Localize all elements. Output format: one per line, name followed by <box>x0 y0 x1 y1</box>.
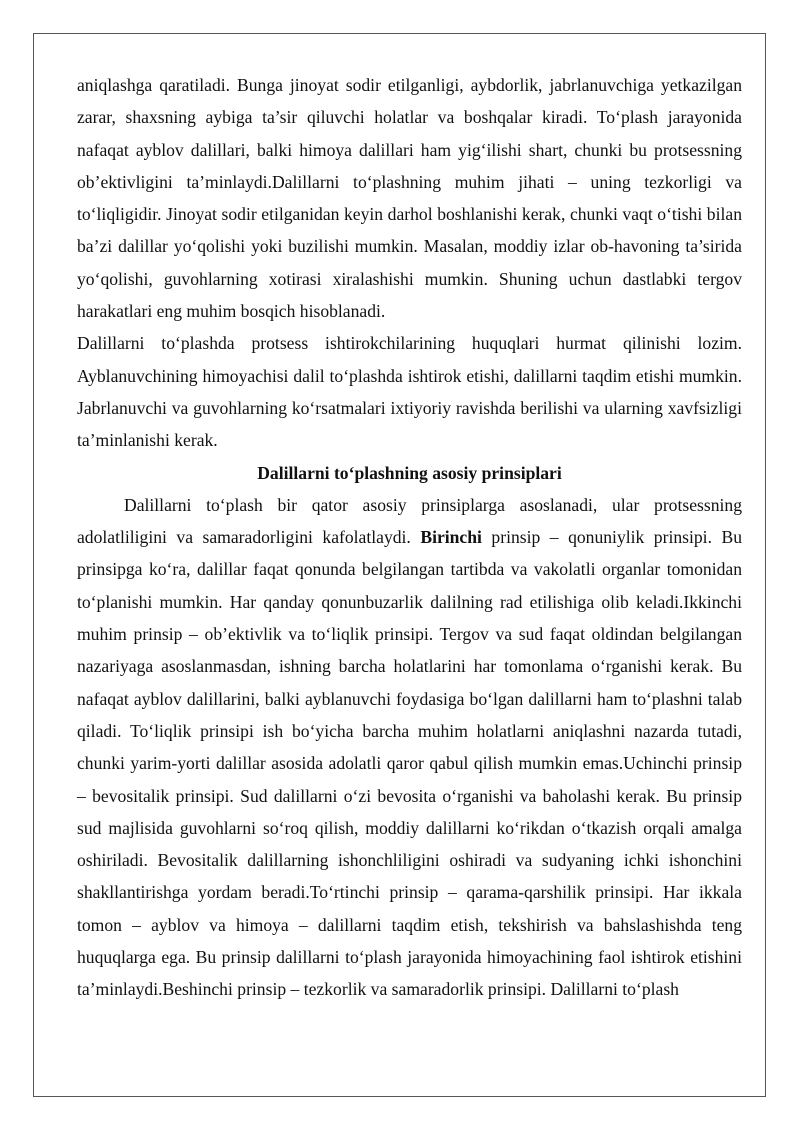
principles-intro-text: Dalillarni to‘plash bir qator asosiy prinsiplarga asoslanadi, ular protsessning adolatliligini va samaradorligini kafolatlaydi. <box>77 494 742 548</box>
paragraph-collection-process: aniqlashga qaratiladi. Bunga jinoyat sodir etilganligi, aybdorlik, jabrlanuvchiga yetkazilgan zarar, shaxsning aybiga ta’sir qiluvchi holatlar va boshqalar kiradi. To‘plash jarayonida nafaqat ayblov dalillari, balki himoya dalillari ham yig‘ilishi shart, chunki bu protsessning ob’ektivligini ta’minlaydi.Dalillarni to‘plashning muhim jihati – uning tezkorligi va to‘liqligidir. Jinoyat sodir etilganidan keyin darhol boshlanishi kerak, chunki vaqt o‘tishi bilan ba’zi dalillar yo‘qolishi yoki buzilishi mumkin. Masalan, moddiy izlar ob-havoning ta’sirida yo‘qolishi, guvohlarning xotirasi xiralashishi mumkin. Shuning uchun dastlabki tergov harakatlari eng muhim bosqich hisoblanadi. <box>77 75 742 322</box>
bold-term-first: Birinchi <box>420 527 482 548</box>
principles-body-text: prinsip – qonuniylik prinsipi. Bu prinsipga ko‘ra, dalillar faqat qonunda belgilangan tartibda va vakolatli organlar tomonidan to‘planishi mumkin. Har qanday qonunbuzarlik dalilning rad etilishiga olib keladi.Ikkinchi muhim prinsip – ob’ektivlik va to‘liqlik prinsipi. Tergov va sud faqat oldindan belgilangan nazariyaga asoslanmasdan, ishning barcha holatlarini har tomonlama o‘rganishi kerak. Bu nafaqat ayblov dalillarini, balki ayblanuvchi foydasiga bo‘lgan dalillarni ham to‘plashni talab qiladi. To‘liqlik prinsipi ish bo‘yicha barcha muhim holatlarni aniqlashni nazarda tutadi, chunki yarim-yorti dalillar asosida adolatli qaror qabul qilish mumkin emas.Uchinchi prinsip – bevositalik prinsipi. Sud dalillarni o‘zi bevosita o‘rganishi va baholashi kerak. Bu prinsip sud majlisida guvohlarni so‘roq qilish, moddiy dalillarni ko‘rikdan o‘tkazish orqali amalga oshiriladi. Bevositalik dalillarning ishonchliligini oshiradi va sudyaning ichki ishonchini shakllantirishga yordam beradi.To‘rtinchi prinsip – qarama-qarshilik prinsipi. Har ikkala tomon – ayblov va himoya – dalillarni taqdim etish, tekshirish va bahslashishda teng huquqlarga ega. Bu prinsip dalillarni to‘plash jarayonida himoyachining faol ishtirok etishini ta’minlaydi.Beshinchi prinsip – tezkorlik va samaradorlik prinsipi. Dalillarni to‘plash <box>77 527 742 1000</box>
paragraph-participant-rights: Dalillarni to‘plashda protsess ishtirokchilarining huquqlari hurmat qilinishi lozim. Ayblanuvchining himoyachisi dalil to‘plashda ishtirok etishi, dalillarni taqdim etishi mumkin. Jabrlanuvchi va guvohlarning ko‘rsatmalari ixtiyoriy ravishda berilishi va ularning xavfsizligi ta’minlanishi kerak. <box>77 333 742 451</box>
paragraph-principles <box>77 489 742 1006</box>
section-heading: Dalillarni to‘plashning asosiy prinsiplari <box>257 462 562 483</box>
document-body <box>77 69 742 1006</box>
